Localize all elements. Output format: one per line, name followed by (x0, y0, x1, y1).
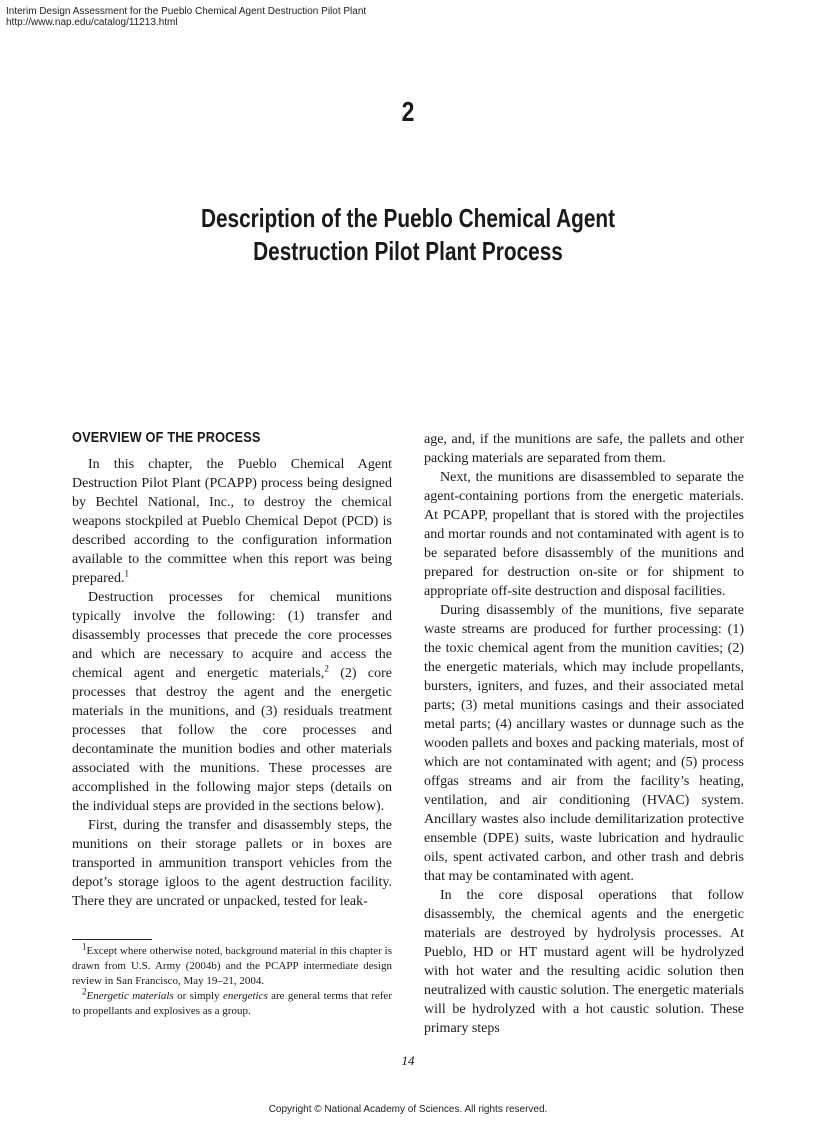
paragraph (72, 455, 392, 588)
footnote-ref-1[interactable]: 1 (124, 568, 129, 579)
paragraph: age, and, if the munitions are safe, the pallets and other packing materials are separated from them. (424, 432, 744, 466)
footnote-mark: 1 (82, 941, 87, 952)
footnote-ref-2[interactable]: 2 (324, 663, 329, 674)
chapter-number: 2 (401, 96, 415, 127)
footnote-term: Energetic materials (86, 990, 174, 1002)
chapter-title (82, 202, 735, 268)
footnote-term: energetics (222, 990, 268, 1002)
chapter-title-line-1: Description of the Pueblo Chemical Agent (200, 203, 616, 233)
paragraph: In the core disposal operations that follow disassembly, the chemical agents and the energetic materials are destroyed by hydrolysis processes. At Pueblo, HD or HT mustard agent will be hydrolyzed with hot water and the resulting acidic solution then neutralized with caustic solution. The energetic materials will be hydrolyzed with a hot caustic solution. These primary steps (424, 888, 744, 1036)
footnote-text: Except where otherwise noted, background material in this chapter is drawn from U.S. Army (2004b) and the PCAPP intermediate design review in San Francisco, May 19–21, 2004. (72, 945, 392, 987)
right-column (424, 430, 744, 1038)
paragraph-text: In this chapter, the Pueblo Chemical Agent Destruction Pilot Plant (PCAPP) process being designed by Bechtel National, Inc., to destroy the chemical weapons stockpiled at Pueblo Chemical Depot (PCD) is described according to the configuration information available to the committee when this report was being prepared. (72, 457, 392, 586)
paragraph-text: Destruction processes for chemical munitions typically involve the following: (1) transfer and disassembly processes that precede the core processes and which are necessary to acquire and access the chemical agent and energetic materials, (72, 590, 392, 681)
footnote-mark: 2 (82, 986, 87, 997)
page-number: 14 (401, 1053, 415, 1068)
footnote-1 (72, 941, 392, 989)
footnote-2 (72, 986, 392, 1019)
footnote-text: are general terms that refer to propellants and explosives as a group. (72, 990, 392, 1017)
paragraph: Next, the munitions are disassembled to separate the agent-containing portions from the energetic materials. At PCAPP, propellant that is stored with the projectiles and mortar rounds and not contaminated with agent is to be separated before disassembly of the munitions and prepared for destruction on-site or for shipment to appropriate off-site destruction and disposal facilities. (424, 470, 744, 599)
copyright-notice: Copyright © National Academy of Sciences. All rights reserved. (268, 1104, 548, 1115)
footnote-text: or simply (173, 990, 223, 1002)
paragraph: During disassembly of the munitions, five separate waste streams are produced for further processing: (1) the toxic chemical agent from the munition cavities; (2) the energetic materials, which may include propellants, bursters, igniters, and fuzes, and their associated metal parts; (3) metal munitions casings and their associated metal parts; (4) ancillary wastes or dunnage such as the wooden pallets and boxes and packing materials, most of which are not contaminated with agent; and (5) process offgas streams and air from the facility’s heating, ventilation, and air conditioning (HVAC) system. Ancillary wastes also include demilitarization protective ensemble (DPE) suits, waste lubrication and hydraulic oils, spent activated carbon, and other trash and debris that may be contaminated with agent. (424, 603, 744, 884)
paragraph-text: (2) core processes that destroy the agent and the energetic materials in the munitions, and (3) residuals treatment processes that follow the core processes and decontaminate the munition bodies and other materials associated with the munitions. These processes are accomplished in the following major steps (details on the individual steps are provided in the sections below). (72, 666, 392, 814)
chapter-title-line-2: Destruction Pilot Plant Process (253, 236, 563, 266)
section-heading: OVERVIEW OF THE PROCESS (72, 429, 261, 446)
running-header-title: Interim Design Assessment for the Pueblo Chemical Agent Destruction Pilot Plant (6, 6, 367, 17)
paragraph: First, during the transfer and disassembly steps, the munitions on their storage pallets or in boxes are transported in ammunition transport vehicles from the depot’s storage igloos to the agent destruction facility. There they are uncrated or unpacked, tested for leak- (72, 818, 392, 909)
left-column (72, 428, 392, 911)
footnote-divider (72, 939, 152, 940)
footnotes (72, 941, 392, 1019)
paragraph (72, 588, 392, 816)
running-header-url[interactable]: http://www.nap.edu/catalog/11213.html (6, 17, 178, 28)
